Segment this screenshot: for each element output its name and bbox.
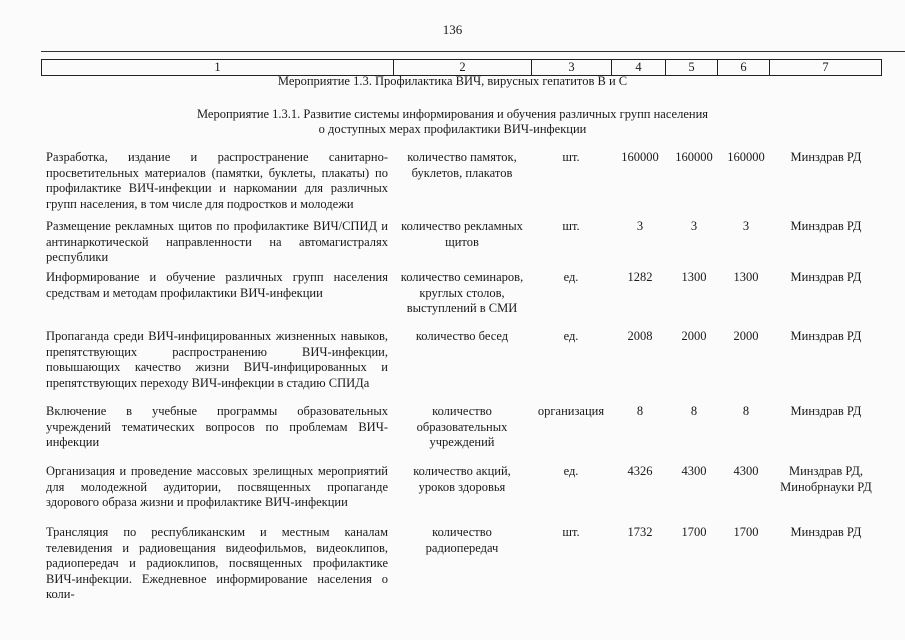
row-value-year3: 3 bbox=[742, 219, 750, 233]
column-number-1: 1 bbox=[42, 60, 394, 76]
column-number-3: 3 bbox=[532, 60, 612, 76]
column-number-2: 2 bbox=[394, 60, 532, 76]
row-indicator: количество бесед bbox=[415, 329, 509, 343]
column-number-6: 6 bbox=[718, 60, 770, 76]
row-value-year3: 4300 bbox=[733, 464, 759, 478]
row-value-year2: 3 bbox=[690, 219, 698, 233]
top-rule bbox=[41, 51, 905, 52]
row-unit: шт. bbox=[562, 150, 580, 164]
row-description: Организация и проведение массовых зрелищных мероприятий для молодежной аудитории, посвященных пропаганде здорового образа жизни и профилактике ВИЧ-инфекции bbox=[46, 464, 388, 509]
row-value-year2: 1700 bbox=[681, 525, 707, 539]
row-value-year1: 160000 bbox=[621, 150, 659, 164]
row-indicator: количество акций, уроков здоровья bbox=[413, 464, 511, 494]
row-executor: Минздрав РД bbox=[790, 329, 862, 343]
row-unit: ед. bbox=[563, 329, 579, 343]
row-description: Включение в учебные программы образовательных учреждений тематических вопросов по проблемам ВИЧ-инфекции bbox=[46, 404, 388, 449]
subevent-title-line1: Мероприятие 1.3.1. Развитие системы информирования и обучения различных групп населения bbox=[196, 107, 709, 121]
page-number: 136 bbox=[442, 22, 463, 37]
row-indicator: количество радиопередач bbox=[425, 525, 499, 555]
row-indicator: количество памяток, буклетов, плакатов bbox=[407, 150, 517, 180]
row-unit: ед. bbox=[563, 270, 579, 284]
column-number-5: 5 bbox=[666, 60, 718, 76]
column-number-7: 7 bbox=[770, 60, 882, 76]
row-unit: шт. bbox=[562, 525, 580, 539]
row-value-year3: 8 bbox=[742, 404, 750, 418]
row-value-year1: 8 bbox=[636, 404, 644, 418]
event-title: Мероприятие 1.3. Профилактика ВИЧ, вирусных гепатитов В и С bbox=[277, 74, 628, 88]
row-value-year1: 3 bbox=[636, 219, 644, 233]
row-value-year1: 2008 bbox=[627, 329, 653, 343]
row-value-year1: 1282 bbox=[627, 270, 653, 284]
row-indicator: количество рекламных щитов bbox=[401, 219, 523, 249]
row-value-year2: 2000 bbox=[681, 329, 707, 343]
row-value-year3: 1300 bbox=[733, 270, 759, 284]
row-value-year3: 160000 bbox=[727, 150, 765, 164]
row-executor: Минздрав РД, Минобрнауки РД bbox=[780, 464, 872, 494]
row-executor: Минздрав РД bbox=[790, 219, 862, 233]
row-value-year2: 1300 bbox=[681, 270, 707, 284]
row-unit: организация bbox=[537, 404, 605, 418]
row-value-year2: 4300 bbox=[681, 464, 707, 478]
row-indicator: количество семинаров, круглых столов, выступлений в СМИ bbox=[400, 270, 524, 315]
row-executor: Минздрав РД bbox=[790, 150, 862, 164]
row-value-year2: 160000 bbox=[675, 150, 713, 164]
column-number-4: 4 bbox=[612, 60, 666, 76]
row-indicator: количество образовательных учреждений bbox=[416, 404, 508, 449]
row-description: Разработка, издание и распространение санитарно-просветительных материалов (памятки, буклеты, плакаты) по профилактике ВИЧ-инфекции и наркомании для различных групп населения, в том числе для подростков и молодежи bbox=[46, 150, 388, 211]
row-value-year1: 1732 bbox=[627, 525, 653, 539]
row-description: Информирование и обучение различных групп населения средствам и методам профилактики ВИЧ-инфекции bbox=[46, 270, 388, 300]
row-unit: ед. bbox=[563, 464, 579, 478]
row-executor: Минздрав РД bbox=[790, 525, 862, 539]
row-value-year3: 1700 bbox=[733, 525, 759, 539]
row-executor: Минздрав РД bbox=[790, 270, 862, 284]
row-value-year3: 2000 bbox=[733, 329, 759, 343]
row-description: Пропаганда среди ВИЧ-инфицированных жизненных навыков, препятствующих распространению ВИЧ-инфекции, повышающих качество жизни ВИЧ-инфицированных и препятствующих переходу ВИЧ-инфекции в стадию СПИДа bbox=[46, 329, 388, 390]
subevent-title-line2: о доступных мерах профилактики ВИЧ-инфекции bbox=[318, 122, 587, 136]
row-description: Трансляция по республиканским и местным каналам телевидения и радиовещания видеофильмов, видеоклипов, радиопередач и радиоклипов, посвященных профилактике ВИЧ-инфекции. Ежедневное информирование населения о коли- bbox=[46, 525, 388, 601]
row-value-year1: 4326 bbox=[627, 464, 653, 478]
row-executor: Минздрав РД bbox=[790, 404, 862, 418]
row-unit: шт. bbox=[562, 219, 580, 233]
row-value-year2: 8 bbox=[690, 404, 698, 418]
row-description: Размещение рекламных щитов по профилактике ВИЧ/СПИД и антинаркотической направленности на автомагистралях республики bbox=[46, 219, 388, 264]
